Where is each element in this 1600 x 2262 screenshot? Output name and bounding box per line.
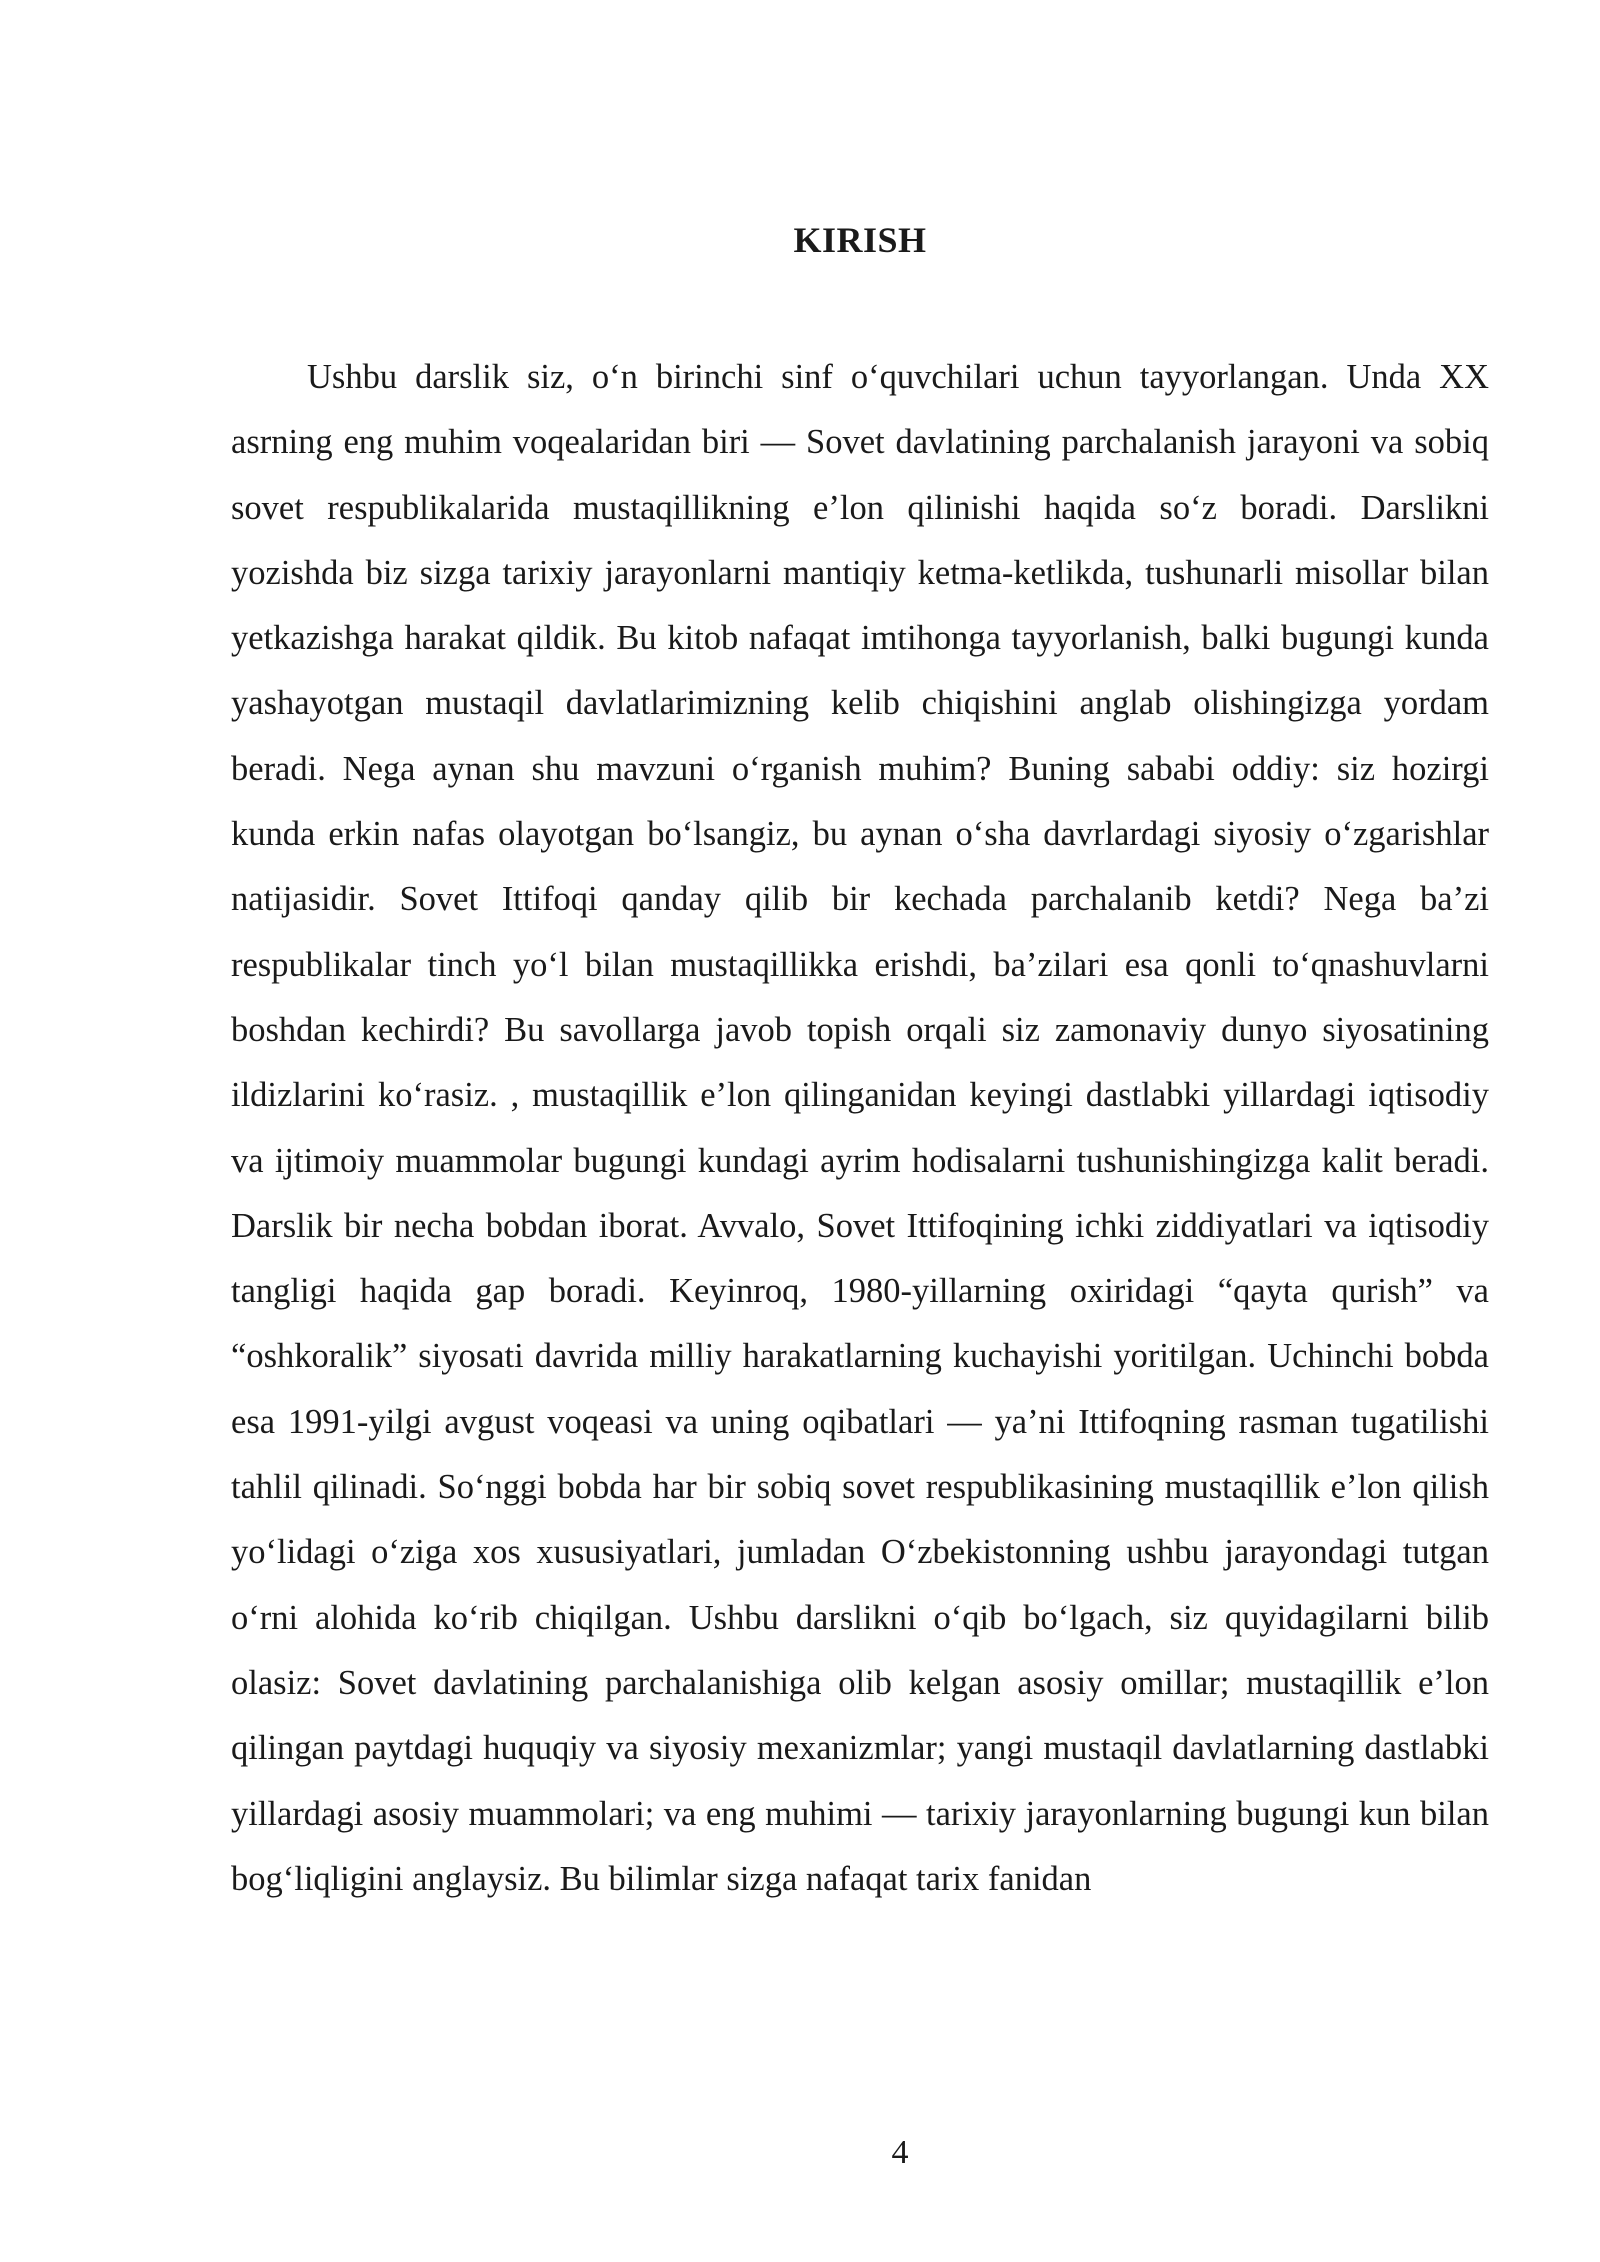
body-paragraph: Ushbu darslik siz, o‘n birinchi sinf o‘quvchilari uchun tayyorlangan. Unda XX asrning eng muhim voqealaridan biri — Sovet davlatining parchalanish jarayoni va sobiq sovet respublikalarida mustaqillikning e’lon qilinishi haqida so‘z boradi. Darslikni yozishda biz sizga tarixiy jarayonlarni mantiqiy ketma-ketlikda, tushunarli misollar bilan yetkazishga harakat qildik. Bu kitob nafaqat imtihonga tayyorlanish, balki bugungi kunda yashayotgan mustaqil davlatlarimizning kelib chiqishini anglab olishingizga yordam beradi. Nega aynan shu mavzuni o‘rganish muhim? Buning sababi oddiy: siz hozirgi kunda erkin nafas olayotgan bo‘lsangiz, bu aynan o‘sha davrlardagi siyosiy o‘zgarishlar natijasidir. Sovet Ittifoqi qanday qilib bir kechada parchalanib ketdi? Nega ba’zi respublikalar tinch yo‘l bilan mustaqillikka erishdi, ba’zilari esa qonli to‘qnashuvlarni boshdan kechirdi? Bu savollarga javob topish orqali siz zamonaviy dunyo siyosatining ildizlarini ko‘rasiz. , mustaqillik e’lon qilinganidan keyingi dastlabki yillardagi iqtisodiy va ijtimoiy muammolar bugungi kundagi ayrim hodisalarni tushunishingizga kalit beradi. Darslik bir necha bobdan iborat. Avvalo, Sovet Ittifoqining ichki ziddiyatlari va iqtisodiy tangligi haqida gap boradi. Keyinroq, 1980-yillarning oxiridagi “qayta qurish” va “oshkoralik” siyosati davrida milliy harakatlarning kuchayishi yoritilgan. Uchinchi bobda esa 1991-yilgi avgust voqeasi va uning oqibatlari — ya’ni Ittifoqning rasman tugatilishi tahlil qilinadi. So‘nggi bobda har bir sobiq sovet respublikasining mustaqillik e’lon qilish yo‘lidagi o‘ziga xos xususiyatlari, jumladan O‘zbekistonning ushbu jarayondagi tutgan o‘rni alohida ko‘rib chiqilgan. Ushbu darslikni o‘qib bo‘lgach, siz quyidagilarni bilib olasiz: Sovet davlatining parchalanishiga olib kelgan asosiy omillar; mustaqillik e’lon qilingan paytdagi huquqiy va siyosiy mexanizmlar; yangi mustaqil davlatlarning dastlabki yillardagi asosiy muammolari; va eng muhimi — tarixiy jarayonlarning bugungi kun bilan bog‘liqligini anglaysiz. Bu bilimlar sizga nafaqat tarix fanidan bbox=[231, 358, 1489, 1898]
section-heading: KIRISH bbox=[793, 220, 927, 260]
page-number: 4 bbox=[891, 2134, 909, 2171]
